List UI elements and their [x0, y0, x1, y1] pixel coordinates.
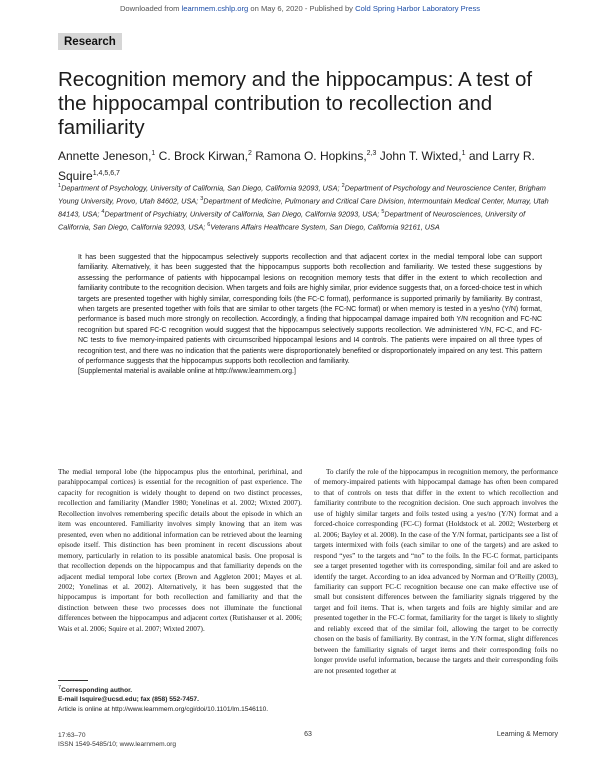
supplemental-note: [Supplemental material is available online at http://www.learnmem.org.]: [78, 368, 296, 376]
affiliation-marker: 3: [200, 196, 204, 203]
author-affiliation-marker: 1,4,5,6,7: [92, 170, 120, 177]
corresponding-author-note: [58, 684, 308, 714]
affiliation-marker: 5: [381, 209, 385, 216]
affiliation-text: Department of Psychology and Neuroscience Center, Brigham Young University, Provo, Utah 84602, USA;: [58, 183, 546, 206]
abstract: [78, 253, 542, 378]
download-site-link[interactable]: learnmem.cshlp.org: [181, 4, 249, 13]
issn: ISSN 1549-5485/10; www.learnmem.org: [58, 741, 177, 748]
author-list: [58, 145, 558, 185]
article-title: Recognition memory and the hippocampus: A test of the hippocampal contribution to recollection and familiarity: [58, 68, 533, 139]
author-name: Ramona O. Hopkins,: [255, 149, 367, 163]
corresponding-contact: E-mail lsquire@ucsd.edu; fax (858) 552-7457.: [58, 696, 199, 704]
affiliation-text: Department of Medicine, Pulmonary and Critical Care Division, Intermountain Medical Center, Murray, Utah 84143, USA;: [58, 196, 549, 219]
affiliation-text: Department of Psychology, University of California, San Diego, California 92093, USA;: [61, 183, 340, 193]
author-name: C. Brock Kirwan,: [158, 149, 249, 163]
section-label: Research: [58, 33, 122, 50]
footnote-marker: 7: [58, 685, 62, 691]
body-column-right: [314, 467, 558, 676]
author-affiliation-marker: 1: [461, 150, 466, 157]
affiliation-marker: 1: [58, 183, 62, 189]
author-affiliation-marker: 1: [151, 150, 156, 157]
download-banner: [0, 4, 600, 13]
affiliation-marker: 6: [207, 222, 211, 229]
corresponding-label: Corresponding author.: [61, 687, 133, 695]
page-number: 63: [304, 731, 312, 738]
page-footer: [58, 731, 558, 751]
affiliation-marker: 4: [101, 209, 105, 216]
body-paragraph: To clarify the role of the hippocampus in recognition memory, the performance of memory-impaired patients with hippocampal damage has often been compared to that of controls on tests that differ in the extent to which recollection and familiarity contribute to the recognition decision. One such approach involves the use of highly similar targets and foils tested using a yes/no (Y/N) format and a forced-choice corresponding (FC-C) format (Holdstock et al. 2002; Westerberg et al. 2006; Bayley et al. 2008). In the case of the Y/N format, participants see a list of targets intermixed with foils (each similar to one of the targets) and are asked to respond “yes” to the targets and “no” to the foils. In the FC-C format, participants see a target presented together with its corresponding, similar foil and are asked to identify the target. According to an idea advanced by Norman and O’Reilly (2003), familiarity can support FC-C recognition because one can make effective use of small but consistent differences between the familiarity signals triggered by the target and foil items. That is, when targets and foils are highly similar and are presented together in the FC-C format, familiarity for the target is likely to slightly and reliably exceed that of the similar foil, allowing the target to be correctly chosen on the basis of familiarity. By contrast, in the Y/N format, slight differences between the familiarity signals of target items and their corresponding foils no longer provide useful information, because the targets and their corresponding foils are not presented together at: [314, 468, 558, 675]
download-middle: on May 6, 2020 - Published by: [250, 4, 353, 13]
publisher-link[interactable]: Cold Spring Harbor Laboratory Press: [355, 4, 481, 13]
article-doi: Article is online at http://www.learnmem.org/cgi/doi/10.1101/lm.1546110.: [58, 705, 269, 713]
author-name: Annette Jeneson,: [58, 149, 152, 163]
author-affiliation-marker: 2: [248, 150, 252, 157]
affiliation-text: Veterans Affairs Healthcare System, San Diego, California 92161, USA: [210, 222, 440, 232]
affiliation-text: Department of Psychiatry, University of California, San Diego, California 92093, USA;: [104, 209, 380, 219]
author-affiliation-marker: 2,3: [366, 150, 377, 157]
abstract-text: It has been suggested that the hippocampus selectively supports recollection and that adjacent cortex in the medial temporal lobe can support familiarity. Alternatively, it has been suggested that the hippocampus supports both recollection and familiarity. We tested these suggestions by assessing the performance of patients with hippocampal lesions on recognition memory tests that differ in the extent to which recollection and familiarity contribute to the recognition decision. When targets and foils are highly similar, prior evidence suggests that, on a forced-choice test in which targets are presented together with highly similar, corresponding foils (the FC-C format), performance is supported primarily by familiarity. By contrast, when targets are presented together with foils that are similar to other targets (the FC-NC format) or when memory is tested in a yes/no (Y/N) format, performance is based much more strongly on recollection. Accordingly, a finding that hippocampal damage impaired both Y/N recognition and FC-NC recognition but spared FC-C recognition would suggest that the hippocampus selectively supports recollection. We administered Y/N, FC-C, and FC-NC tests to five memory-impaired patients with circumscribed hippocampal lesions and I4 controls. The patients were impaired on all three types of recognition test, and there was no indication that the patients were disproportionately benefited or disproportionately impaired on any test. This pattern of performance suggests that the hippocampus supports both recollection and familiarity.: [78, 254, 542, 366]
body-column-left: [58, 467, 302, 634]
affiliations: [58, 181, 553, 233]
journal-name: Learning & Memory: [496, 731, 558, 738]
affiliation-text: Department of Neurosciences, University of California, San Diego, California 92093, USA;: [58, 209, 526, 232]
footnote-rule: [58, 680, 88, 681]
author-name: and Larry R. Squire: [58, 149, 535, 183]
affiliation-marker: 2: [341, 183, 345, 189]
author-name: John T. Wixted,: [379, 149, 462, 163]
intro-paragraph: The medial temporal lobe (the hippocampus plus the entorhinal, perirhinal, and parahippocampal cortices) is essential for the recognition of past experience. The capacity for recognition is widely thought to depend on two distinct processes, recollection and familiarity (Mandler 1980; Yonelinas et al. 2002; Wixted 2007). Recollection involves remembering specific details about the episode in which an item was encountered. Familiarity involves simply knowing that an item was presented, even when no additional information can be retrieved about the learning episode itself. This distinction has been prominent in recent discussions about memory, particularly in relation to its possible anatomical basis. One proposal is that recollection depends on the hippocampus and that familiarity depends on the adjacent medial temporal lobe cortex (Brown and Aggleton 2001; Mayes et al. 2002; Yonelinas et al. 2002). Alternatively, it has been suggested that the hippocampus is important for both recollection and familiarity and that the distinction between these two processes does not illuminate the functional differences between the hippocampus and adjacent cortex (Rutishauser et al. 2006; Wais et al. 2006; Squire et al. 2007; Wixted 2007).: [58, 468, 302, 633]
issue-number: 17:63–70: [58, 732, 86, 739]
download-prefix: Downloaded from: [119, 4, 180, 13]
